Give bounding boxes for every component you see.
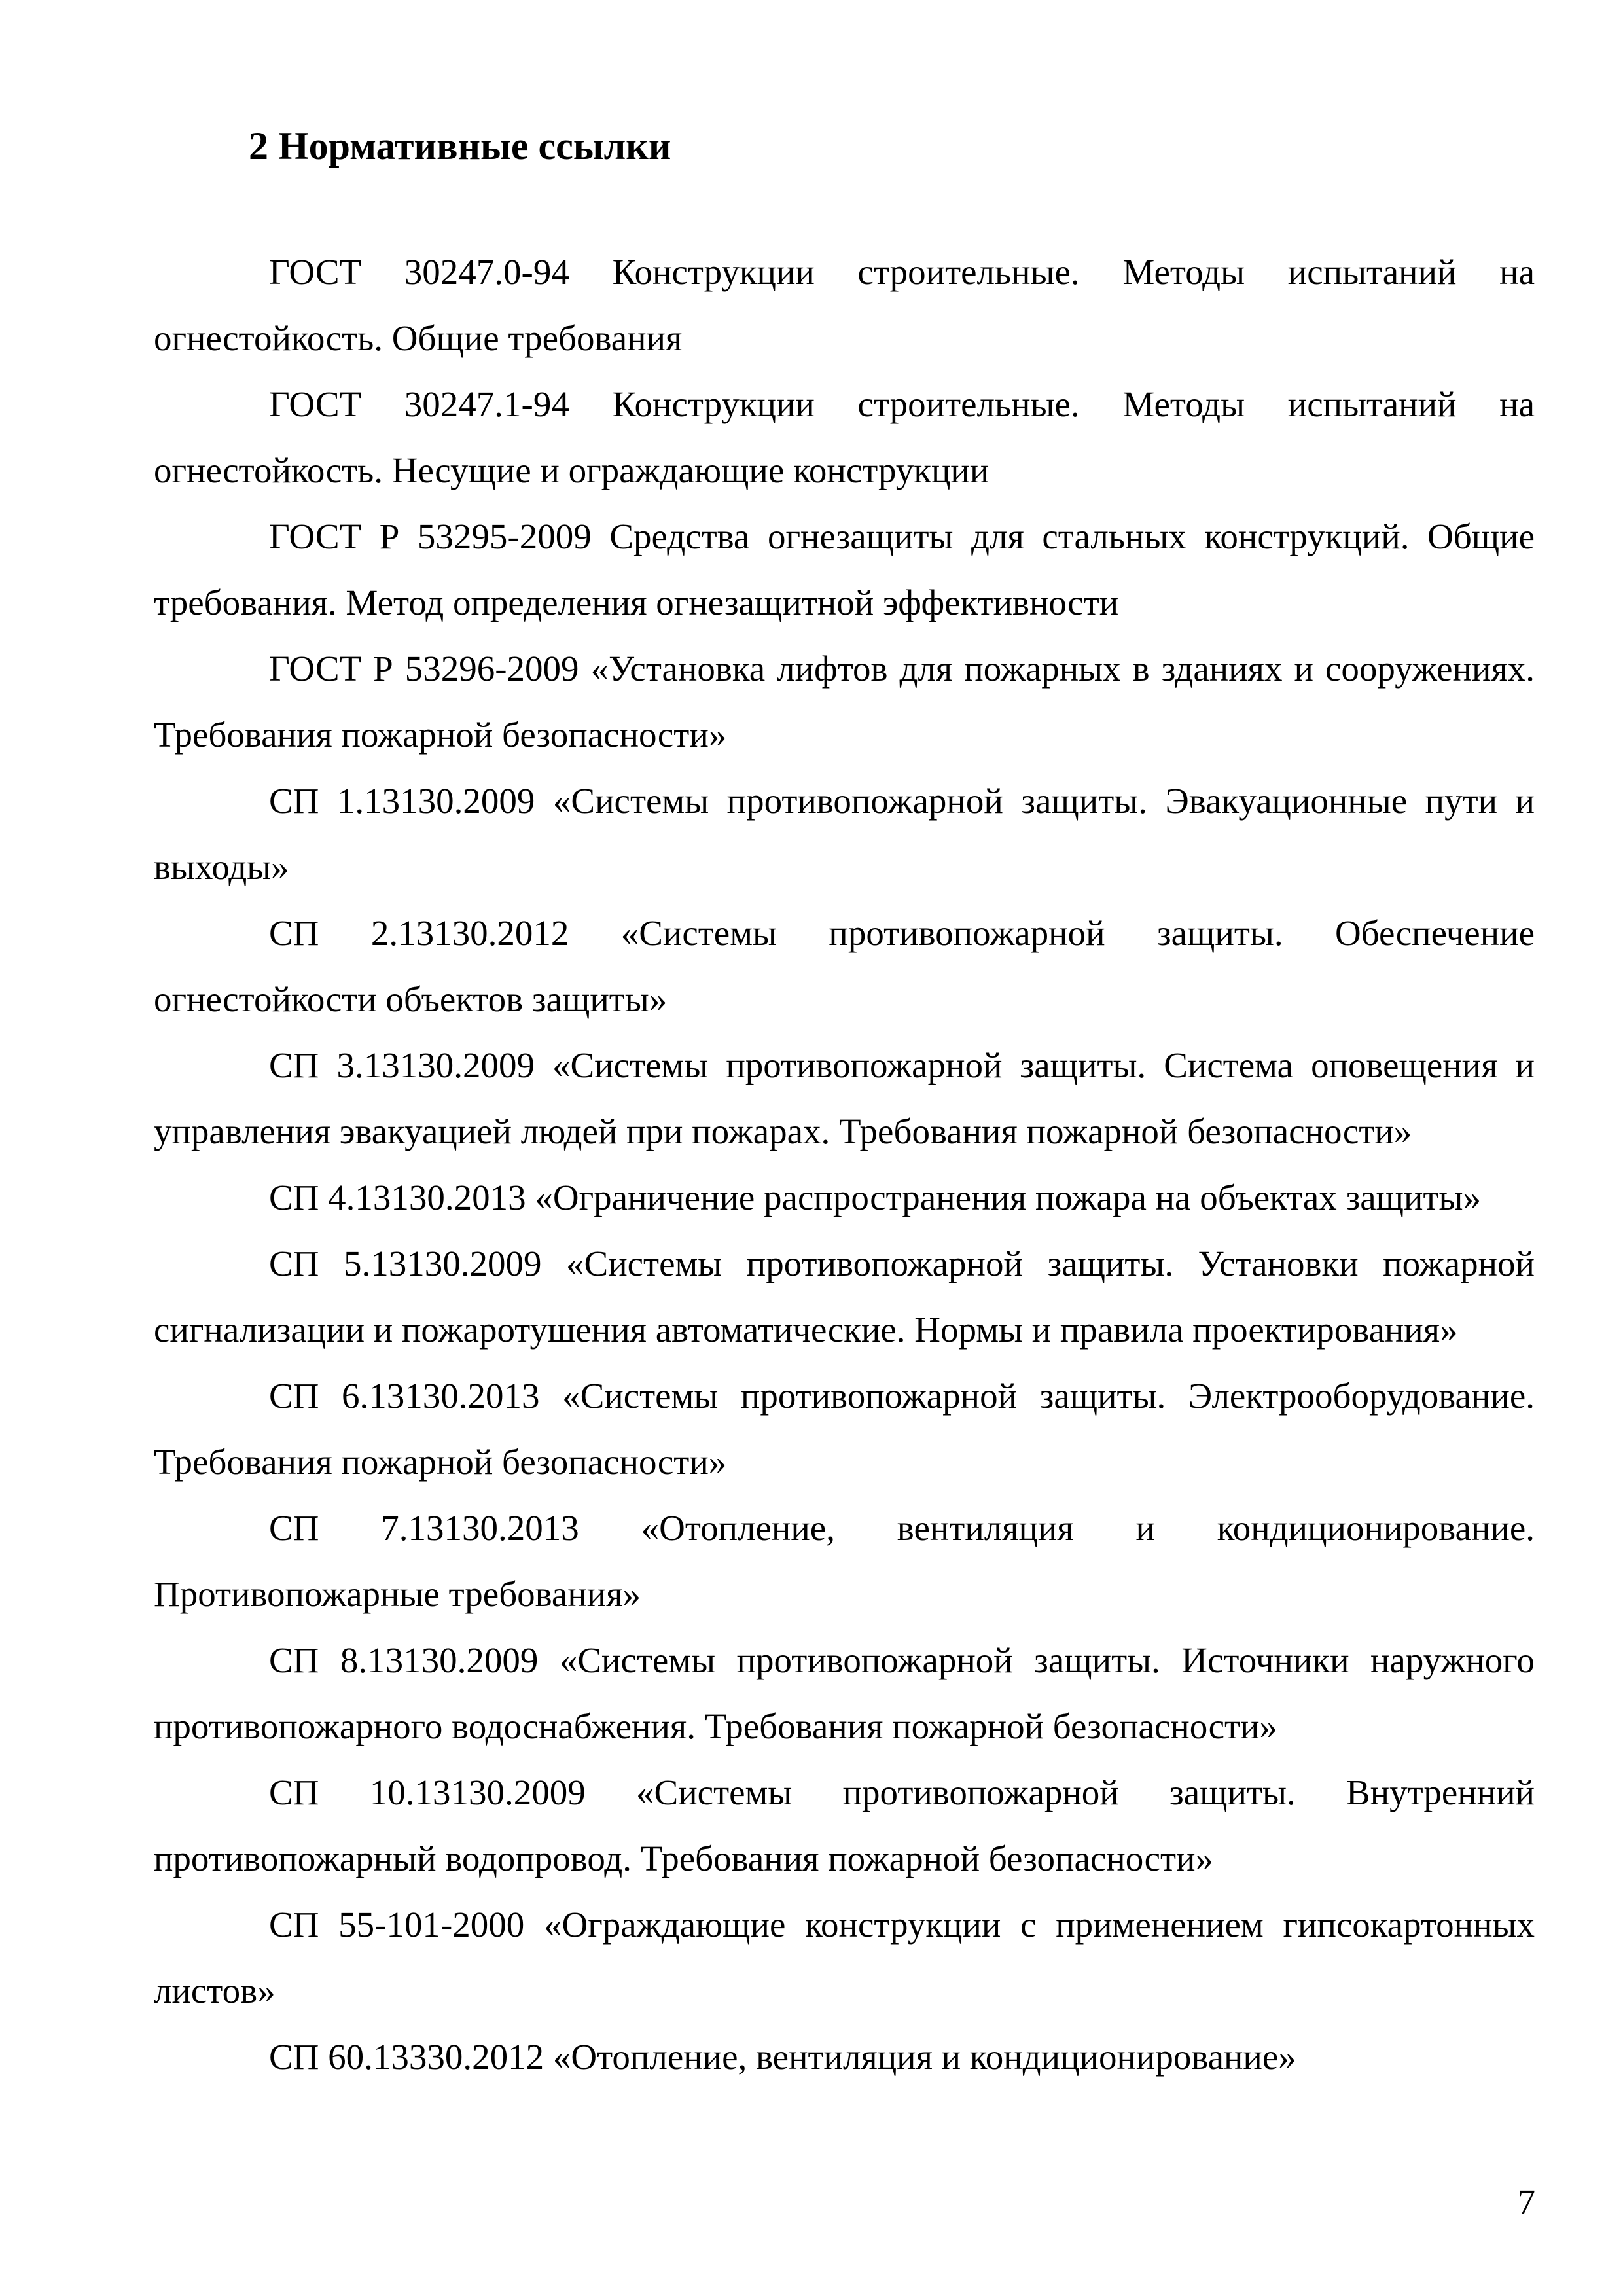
- reference-item: СП 55-101-2000 «Ограждающие конструкции с применением гипсокартонных листов»: [154, 1905, 1535, 2011]
- reference-item: СП 1.13130.2009 «Системы противопожарной защиты. Эвакуационные пути и выходы»: [154, 781, 1535, 887]
- reference-item: СП 6.13130.2013 «Системы противопожарной защиты. Электрооборудование. Требования пожарной безопасности»: [154, 1376, 1535, 1482]
- reference-item: ГОСТ Р 53295-2009 Средства огнезащиты для стальных конструкций. Общие требования. Метод определения огнезащитной эффективности: [154, 516, 1535, 622]
- section-heading: 2 Нормативные ссылки: [249, 124, 671, 168]
- reference-item: ГОСТ 30247.0-94 Конструкции строительные. Методы испытаний на огнестойкость. Общие требования: [154, 252, 1535, 358]
- page-number: 7: [1517, 2182, 1535, 2222]
- reference-item: СП 3.13130.2009 «Системы противопожарной защиты. Система оповещения и управления эвакуацией людей при пожарах. Требования пожарной безопасности»: [154, 1045, 1535, 1151]
- reference-item: СП 10.13130.2009 «Системы противопожарной защиты. Внутренний противопожарный водопровод. Требования пожарной безопасности»: [154, 1772, 1535, 1878]
- reference-item: ГОСТ 30247.1-94 Конструкции строительные. Методы испытаний на огнестойкость. Несущие и ограждающие конструкции: [154, 384, 1535, 490]
- reference-item: СП 60.13330.2012 «Отопление, вентиляция и кондиционирование»: [269, 2037, 1296, 2077]
- reference-item: ГОСТ Р 53296-2009 «Установка лифтов для пожарных в зданиях и сооружениях. Требования пожарной безопасности»: [154, 649, 1535, 755]
- reference-item: СП 8.13130.2009 «Системы противопожарной защиты. Источники наружного противопожарного водоснабжения. Требования пожарной безопасности»: [154, 1640, 1535, 1746]
- reference-item: СП 2.13130.2012 «Системы противопожарной защиты. Обеспечение огнестойкости объектов защиты»: [154, 913, 1535, 1019]
- reference-item: СП 4.13130.2013 «Ограничение распространения пожара на объектах защиты»: [269, 1177, 1481, 1217]
- reference-item: СП 7.13130.2013 «Отопление, вентиляция и кондиционирование. Противопожарные требования»: [154, 1508, 1535, 1614]
- normative-references-list: [154, 239, 1535, 2090]
- reference-item: СП 5.13130.2009 «Системы противопожарной защиты. Установки пожарной сигнализации и пожаротушения автоматические. Нормы и правила проектирования»: [154, 1244, 1535, 1350]
